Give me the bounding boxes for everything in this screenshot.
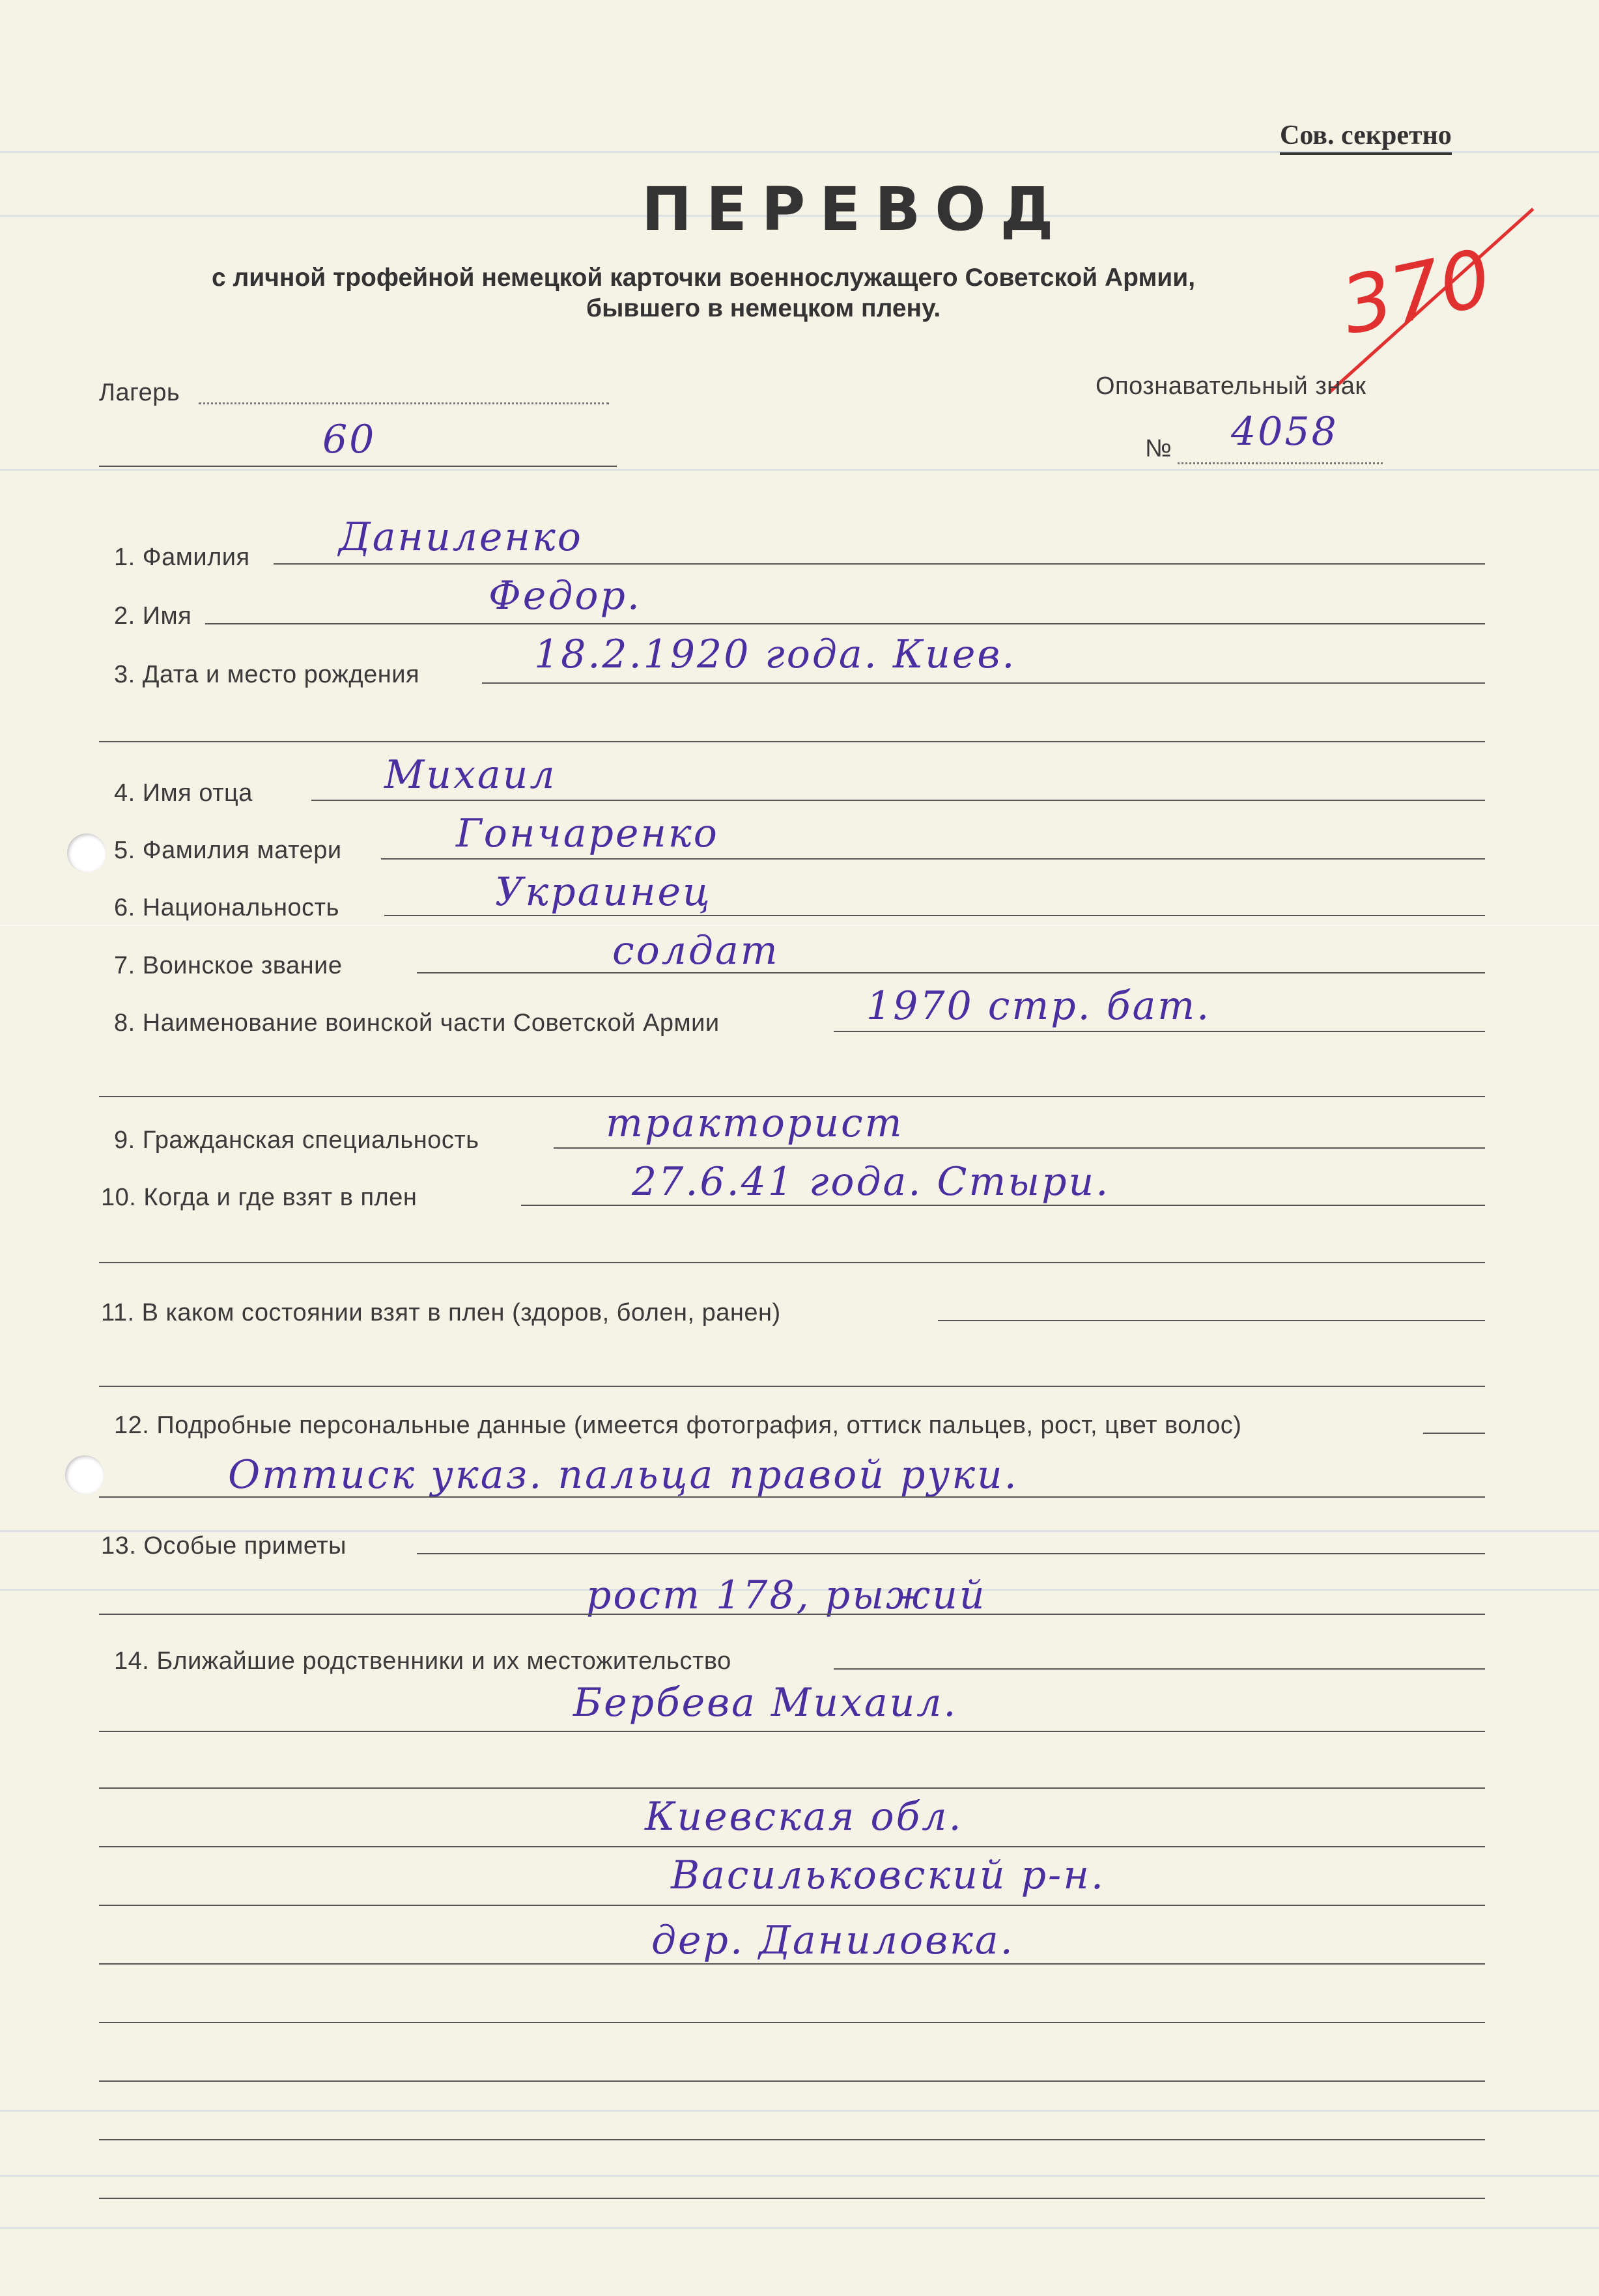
field-value: рост 178, рыжий — [586, 1573, 987, 1618]
field-label: 2. Имя — [114, 602, 192, 630]
field-value: Бербева Михаил. — [573, 1680, 958, 1726]
field-label: 5. Фамилия матери — [114, 837, 342, 864]
field-label: 4. Имя отца — [114, 779, 253, 807]
address-line-village: дер. Даниловка. — [651, 1918, 1015, 1963]
classification-stamp: Сов. секретно — [1280, 120, 1452, 155]
id-tag-number-sign: № — [1145, 435, 1172, 462]
id-tag-value: 4058 — [1231, 409, 1338, 455]
id-tag-label: Опознавательный знак — [1096, 372, 1366, 400]
subtitle-line1: с личной трофейной немецкой карточки военнослужащего Советской Армии, — [212, 264, 1196, 292]
subtitle-line2: бывшего в немецком плену. — [586, 294, 941, 322]
page-title: ПЕРЕВОД — [642, 175, 1068, 244]
field-label: 8. Наименование воинской части Советской Армии — [114, 1009, 720, 1037]
field-value: 18.2.1920 года. Киев. — [534, 632, 1017, 677]
punch-hole — [67, 833, 106, 873]
field-label: 12. Подробные персональные данные (имеется фотография, оттиск пальцев, рост, цвет волос) — [114, 1412, 1242, 1439]
field-value: 1970 стр. бат. — [866, 983, 1211, 1029]
field-label: 13. Особые приметы — [101, 1532, 347, 1560]
field-label: 3. Дата и место рождения — [114, 661, 420, 688]
field-label: 7. Воинское звание — [114, 952, 343, 979]
camp-value: 60 — [322, 417, 376, 462]
punch-hole — [65, 1455, 104, 1494]
field-value: 27.6.41 года. Стыри. — [632, 1159, 1111, 1205]
field-value: солдат — [612, 928, 780, 973]
field-value: Оттиск указ. пальца правой руки. — [228, 1452, 1019, 1498]
field-label: 14. Ближайшие родственники и их местожительство — [114, 1647, 731, 1675]
field-label: 11. В каком состоянии взят в плен (здоров, болен, ранен) — [101, 1299, 781, 1326]
address-line-district: Васильковский р-н. — [671, 1853, 1105, 1898]
red-handwritten-number: 370 — [1334, 232, 1499, 353]
field-value: Гончаренко — [456, 811, 719, 856]
field-value: Даниленко — [339, 514, 583, 560]
field-value: тракторист — [606, 1100, 904, 1146]
field-label: 6. Национальность — [114, 894, 339, 921]
camp-label: Лагерь — [99, 379, 180, 406]
field-value: Федор. — [488, 573, 642, 619]
field-label: 10. Когда и где взят в плен — [101, 1184, 417, 1211]
field-label: 1. Фамилия — [114, 544, 250, 571]
field-value: Михаил — [384, 752, 557, 798]
field-value: Украинец — [495, 869, 712, 915]
address-line-region: Киевская обл. — [645, 1794, 963, 1840]
field-label: 9. Гражданская специальность — [114, 1127, 479, 1154]
